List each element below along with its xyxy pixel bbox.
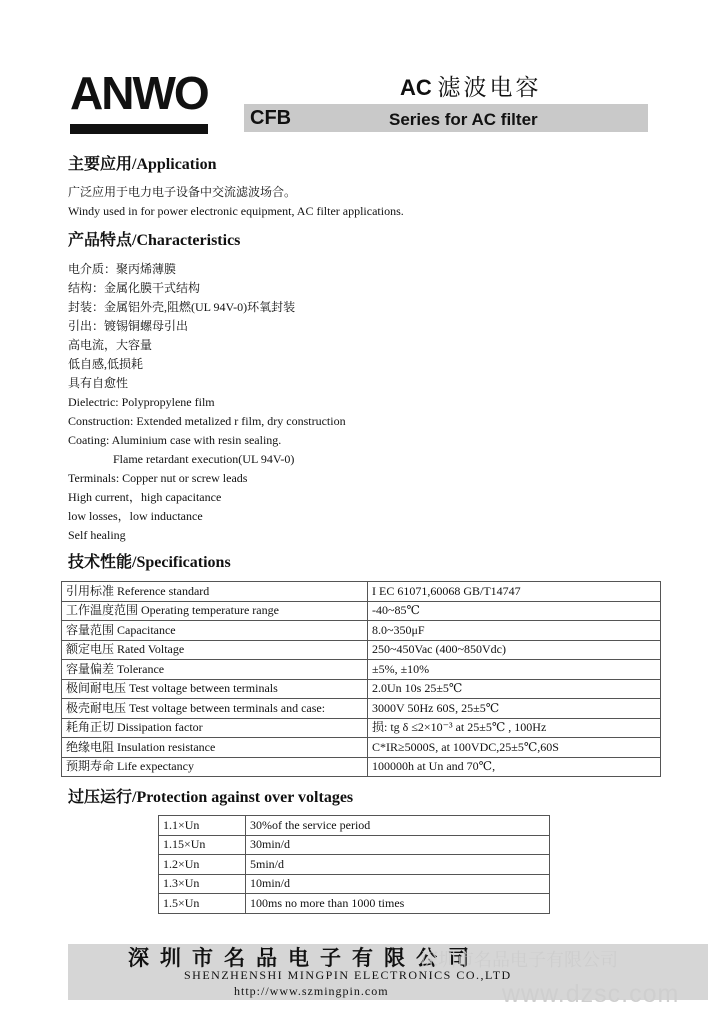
ov-duration: 100ms no more than 1000 times — [246, 894, 550, 914]
application-line: 广泛应用于电力电子设备中交流滤波场合。 — [68, 185, 297, 199]
ov-duration: 10min/d — [246, 874, 550, 894]
spec-value: 3000V 50Hz 60S, 25±5℃ — [368, 699, 661, 719]
table-row — [159, 835, 550, 855]
application-line: Windy used in for power electronic equipment, AC filter applications. — [68, 204, 404, 218]
spec-label: 极壳耐电压 Test voltage between terminals and case: — [62, 699, 368, 719]
table-row — [62, 660, 661, 680]
characteristic-line: low losses，low inductance — [68, 509, 203, 523]
product-title — [400, 74, 542, 102]
spec-label: 预期寿命 Life expectancy — [62, 757, 368, 777]
characteristic-line: Terminals: Copper nut or screw leads — [68, 471, 248, 485]
characteristic-line: Coating: Aluminium case with resin sealing. — [68, 433, 282, 447]
company-website: http://www.szmingpin.com — [234, 984, 389, 998]
spec-label: 引用标准 Reference standard — [62, 582, 368, 602]
ov-duration: 5min/d — [246, 855, 550, 875]
spec-value: 8.0~350μF — [368, 621, 661, 641]
table-row — [62, 601, 661, 621]
overvoltage-table — [158, 815, 550, 914]
characteristic-line: Construction: Extended metalized r film, dry construction — [68, 414, 346, 428]
product-title-prefix: AC — [400, 75, 432, 100]
table-row — [62, 679, 661, 699]
table-row — [159, 894, 550, 914]
spec-value: C*IR≥5000S, at 100VDC,25±5℃,60S — [368, 738, 661, 758]
spec-value: -40~85℃ — [368, 601, 661, 621]
application-heading: 主要应用/Application — [68, 156, 217, 173]
characteristic-line: 结构：金属化膜干式结构 — [68, 281, 201, 295]
company-name-cn: 深圳市名品电子有限公司 — [128, 946, 480, 970]
ov-duration: 30min/d — [246, 835, 550, 855]
specifications-heading: 技术性能/Specifications — [68, 554, 231, 571]
table-row — [62, 640, 661, 660]
product-title-cn: 滤波电容 — [437, 75, 542, 100]
spec-value: 损: tg δ ≤2×10⁻³ at 25±5℃ , 100Hz — [368, 718, 661, 738]
spec-label: 容量偏差 Tolerance — [62, 660, 368, 680]
characteristic-line: 高电流，大容量 — [68, 338, 153, 352]
spec-label: 工作温度范围 Operating temperature range — [62, 601, 368, 621]
spec-label: 极间耐电压 Test voltage between terminals — [62, 679, 368, 699]
ov-duration: 30%of the service period — [246, 816, 550, 836]
table-row — [62, 699, 661, 719]
table-row — [62, 582, 661, 602]
characteristic-line: 低自感,低损耗 — [68, 357, 144, 371]
spec-value: 100000h at Un and 70℃, — [368, 757, 661, 777]
table-row — [62, 621, 661, 641]
ov-level: 1.1×Un — [159, 816, 246, 836]
characteristics-heading: 产品特点/Characteristics — [68, 232, 241, 249]
overvoltage-heading: 过压运行/Protection against over voltages — [68, 789, 354, 806]
spec-value: 2.0Un 10s 25±5℃ — [368, 679, 661, 699]
ov-level: 1.2×Un — [159, 855, 246, 875]
characteristic-line: 电介质：聚丙烯薄膜 — [68, 262, 177, 276]
table-row — [159, 816, 550, 836]
ov-level: 1.3×Un — [159, 874, 246, 894]
table-row — [62, 738, 661, 758]
characteristic-line: 具有自愈性 — [68, 376, 129, 390]
ov-level: 1.15×Un — [159, 835, 246, 855]
table-row — [159, 874, 550, 894]
spec-value: 250~450Vac (400~850Vdc) — [368, 640, 661, 660]
characteristic-line: 封装：金属铝外壳,阻燃(UL 94V-0)环氧封装 — [68, 300, 296, 314]
table-row — [62, 718, 661, 738]
spec-label: 绝缘电阻 Insulation resistance — [62, 738, 368, 758]
ov-level: 1.5×Un — [159, 894, 246, 914]
company-logo: ANWO — [70, 67, 208, 119]
series-code: CFB — [250, 107, 292, 129]
logo-underline-bar — [70, 124, 208, 134]
watermark-cn: 深圳市名品电子有限公司 — [420, 950, 618, 971]
characteristic-line: Dielectric: Polypropylene film — [68, 395, 215, 409]
table-row — [62, 757, 661, 777]
characteristic-line: Self healing — [68, 528, 126, 542]
specifications-table — [61, 581, 661, 777]
company-name-en: SHENZHENSHI MINGPIN ELECTRONICS CO.,LTD — [184, 968, 512, 982]
watermark-url: www.dzsc.com — [502, 980, 680, 1008]
characteristic-line: Flame retardant execution(UL 94V-0) — [113, 452, 295, 466]
spec-label: 容量范围 Capacitance — [62, 621, 368, 641]
spec-value: ±5%, ±10% — [368, 660, 661, 680]
spec-label: 额定电压 Rated Voltage — [62, 640, 368, 660]
table-row — [159, 855, 550, 875]
characteristic-line: 引出：镀锡铜螺母引出 — [68, 319, 189, 333]
series-description: Series for AC filter — [389, 110, 538, 129]
spec-label: 耗角正切 Dissipation factor — [62, 718, 368, 738]
spec-value: I EC 61071,60068 GB/T14747 — [368, 582, 661, 602]
characteristic-line: High current，high capacitance — [68, 490, 222, 504]
